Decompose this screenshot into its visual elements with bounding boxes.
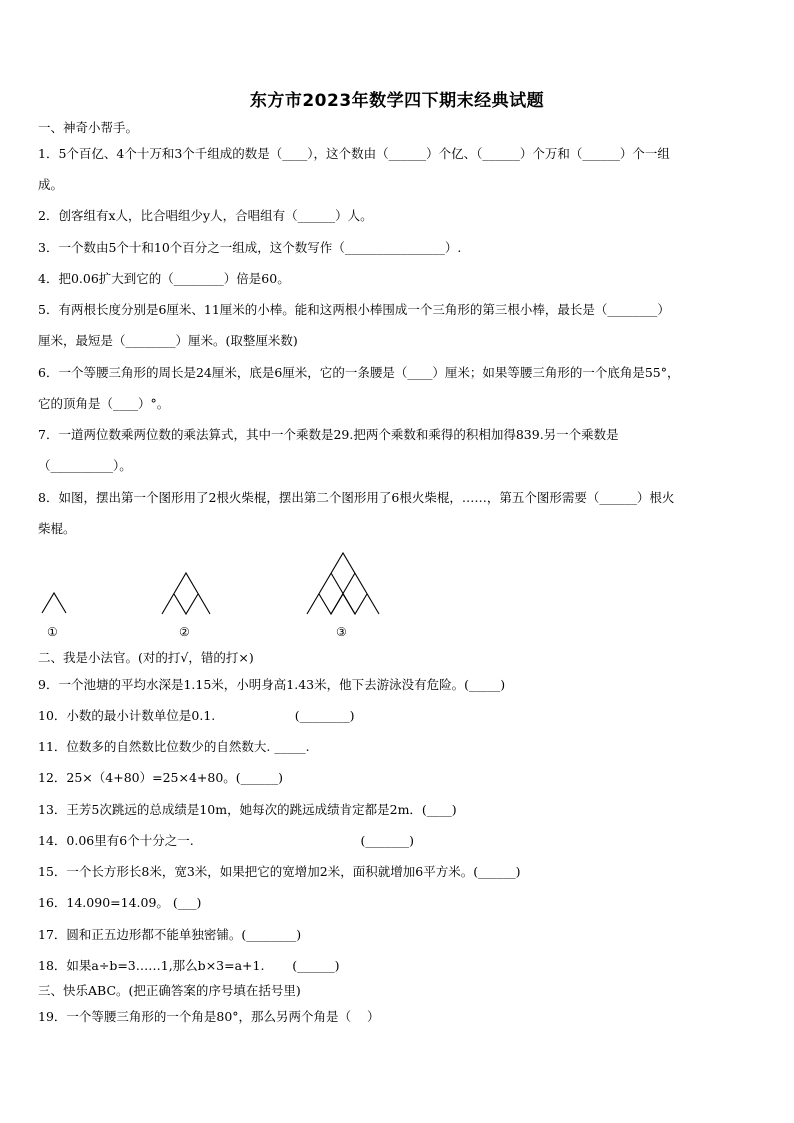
question-7-line-1: 7．一道两位数乘两位数的乘法算式，其中一个乘数是29.把两个乘数和乘得的积相加得839.另一个乘数是 — [38, 427, 619, 442]
question-5-line-1: 5．有两根长度分别是6厘米、11厘米的小棒。能和这两根小棒围成一个三角形的第三根小棒，最长是（________） — [38, 302, 670, 317]
question-13: 13．王芳5次跳远的总成绩是10m，她每次的跳远成绩肯定都是2m．(____) — [38, 802, 457, 817]
question-6-line-1: 6．一个等腰三角形的周长是24厘米，底是6厘米，它的一条腰是（____）厘米；如果等腰三角形的一个底角是55°， — [38, 365, 680, 380]
question-14: 14．0.06里有6个十分之一. (_______) — [38, 833, 415, 848]
question-4: 4．把0.06扩大到它的（________）倍是60。 — [38, 271, 290, 286]
question-18: 18．如果a÷b=3……1,那么b×3=a+1. (______) — [38, 958, 340, 973]
question-3: 3．一个数由5个十和10个百分之一组成，这个数写作（________________）. — [38, 240, 462, 255]
question-2: 2．创客组有x人，比合唱组少y人，合唱组有（______）人。 — [38, 208, 373, 223]
figure-label-3: ③ — [336, 625, 347, 639]
question-6-line-2: 它的顶角是（____）°。 — [38, 396, 170, 411]
question-7-line-2: （__________）。 — [38, 458, 132, 473]
question-8-line-2: 柴棍。 — [38, 521, 76, 536]
section-heading-1: 一、神奇小帮手。 — [38, 120, 139, 135]
question-16: 16．14.090=14.09。 (___) — [38, 895, 202, 910]
section-heading-2: 二、我是小法官。(对的打√，错的打×) — [38, 650, 254, 665]
question-15: 15．一个长方形长8米，宽3米，如果把它的宽增加2米，面积就增加6平方米。(______) — [38, 864, 521, 879]
question-1-line-1: 1．5个百亿、4个十万和3个千组成的数是（____），这个数由（______）个亿、（______）个万和（______）个一组 — [38, 146, 670, 161]
figure-label-1: ① — [47, 625, 58, 639]
question-10: 10．小数的最小计数单位是0.1. (________) — [38, 708, 355, 723]
section-heading-3: 三、快乐ABC。(把正确答案的序号填在括号里) — [38, 983, 301, 998]
question-12: 12．25×（4+80）=25×4+80。(______) — [38, 770, 284, 785]
matchstick-figure-3 — [307, 553, 379, 614]
question-11: 11．位数多的自然数比位数少的自然数大. _____. — [38, 739, 310, 754]
question-5-line-2: 厘米，最短是（________）厘米。(取整厘米数) — [38, 333, 298, 348]
question-9: 9．一个池塘的平均水深是1.15米，小明身高1.43米，他下去游泳没有危险。(_____) — [38, 677, 506, 692]
question-17: 17．圆和正五边形都不能单独密铺。(________) — [38, 927, 302, 942]
matchstick-figure-1 — [42, 593, 66, 613]
question-1-line-2: 成。 — [38, 177, 64, 192]
question-19: 19．一个等腰三角形的一个角是80°，那么另两个角是（ ） — [38, 1009, 380, 1024]
figure-label-2: ② — [179, 625, 190, 639]
question-8-line-1: 8．如图，摆出第一个图形用了2根火柴棍，摆出第二个图形用了6根火柴棍，……，第五个图形需要（______）根火 — [38, 490, 675, 505]
matchstick-figure-2 — [162, 573, 210, 614]
page-title: 东方市2023年数学四下期末经典试题 — [249, 91, 545, 111]
